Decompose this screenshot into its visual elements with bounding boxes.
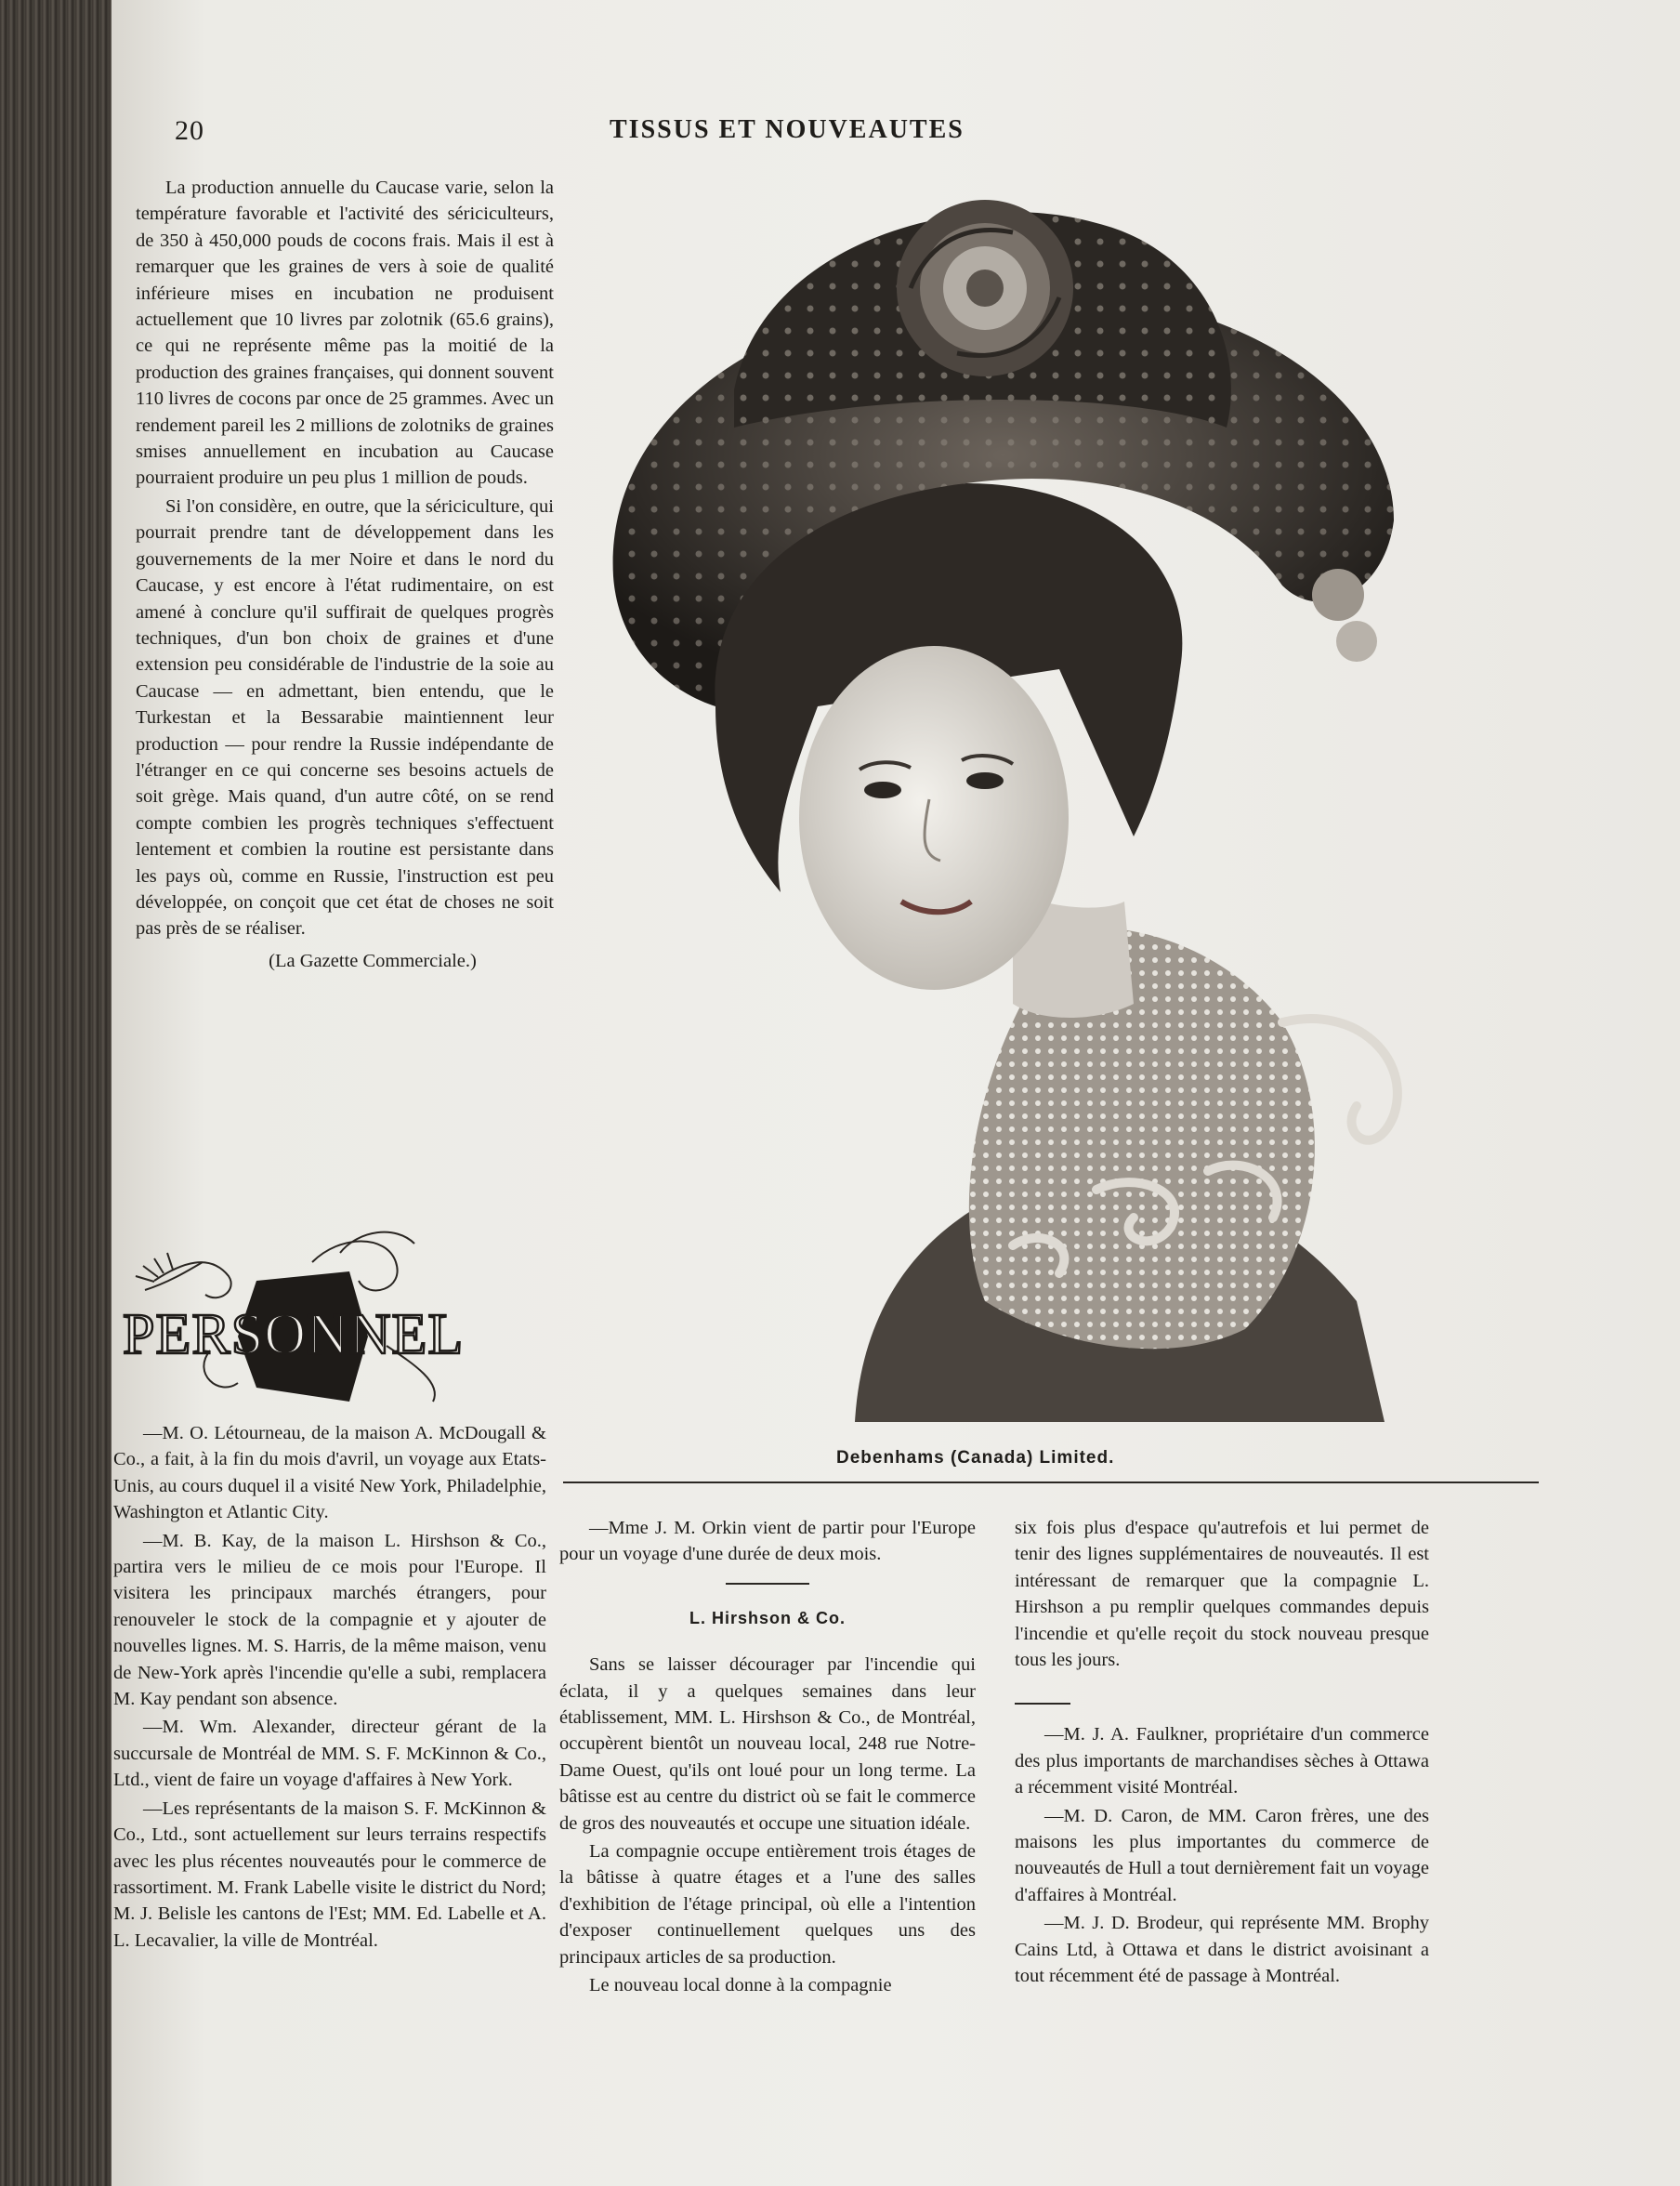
article-paragraph: La production annuelle du Caucase varie, selon la température favorable et l'activité des sériciculteurs, de 350 à 450,000 pouds de cocons frais. Mais il est à remarquer que les graines de vers à soie de qualité inférieure mises en incubation ne produisent actuellement que 10 livres par zolotnik (65.6 grains), ce qui ne représente même pas la moitié de la production des graines françaises, qui donnent souvent 110 livres de cocons par once de 25 grammes. Avec un rendement pareil les 2 millions de zolotniks de graines smises annuellement en incubation au Caucase pourraient produire un peu plus 1 million de pouds.: [136, 178, 554, 489]
section-divider: [726, 1583, 809, 1585]
section-heading: L. Hirshson & Co.: [689, 1608, 846, 1627]
news-item: —M. J. D. Brodeur, qui représente MM. Brophy Cains Ltd, à Ottawa et dans le district avoisinant a tout récemment été de passage à Montréal.: [1015, 1913, 1429, 1987]
personnel-banner-ornament: [117, 1225, 479, 1411]
article-source: (La Gazette Commerciale.): [269, 950, 477, 971]
article-paragraph: Si l'on considère, en outre, que la sériciculture, qui pourrait prendre tant de développement dans les gouvernements de la mer Noire et dans le nord du Caucase, y est encore à l'état rudimentaire, on est amené à conclure qu'il suffirait de quelques progrès techniques, d'un bon choix de graines et d'une extension peu considérable de l'industrie de la soie au Caucase — en admettant, bien entendu, que le Turkestan et la Bessarabie maintiennent leur production — pour rendre la Russie indépendante de l'étranger en ce qui concerne ses besoins actuels de soit grège. Mais quand, d'un autre côté, on se rend compte combien les progrès techniques s'effectuent lentement et combien la routine est persistante dans les pays où, comme en Russie, l'instruction est peu développée, on conçoit que cet état de choses ne soit pas près de se réaliser.: [136, 495, 554, 940]
article-paragraph: Sans se laisser décourager par l'incendie qui éclata, il y a quelques semaines dans leur établissement, MM. L. Hirshson & Co., de Montréal, occupèrent bientôt un nouveau local, 248 rue Notre-Dame Ouest, qu'ils ont loué pour un long terme. La bâtisse est au centre du district où se fait le commerce de gros des nouveautés et occupe une situation idéale.: [559, 1654, 976, 1834]
woman-with-hat-illustration: [576, 186, 1468, 1422]
news-column-right: [1015, 1515, 1429, 1992]
news-item: —M. D. Caron, de MM. Caron frères, une des maisons les plus importantes du commerce de nouveautés de Hull a tout dernièrement fait un voyage d'affaires à Montréal.: [1015, 1805, 1429, 1905]
personnel-item: —Les représentants de la maison S. F. McKinnon & Co., Ltd., sont actuellement sur leurs terrains respectifs avec les plus récentes nouveautés pour le commerce de rassortiment. M. Frank Labelle visite le district du Nord; M. J. Belisle les cantons de l'Est; MM. Ed. Labelle et A. L. Lecavalier, la ville de Montréal.: [113, 1798, 546, 1951]
page-number: 20: [175, 115, 204, 146]
svg-text:PERSONNEL: PERSONNEL: [123, 1303, 465, 1366]
personnel-column: [113, 1420, 546, 1956]
article-paragraph: La compagnie occupe entièrement trois étages de la bâtisse à quatre étages et a l'une des salles d'exhibition de l'étage principal, où elle a l'intention d'exposer continuellement quelques uns des principaux articles de sa production.: [559, 1841, 976, 1968]
personnel-item: —M. B. Kay, de la maison L. Hirshson & Co., partira vers le milieu de ce mois pour l'Europe. Il visitera les principaux marchés étrangers, pour renouveler le stock de la compagnie et y ajouter de nouvelles lignes. M. S. Harris, de la même maison, venu de New-York après l'incendie qu'elle a subi, remplacera M. Kay pendant son absence.: [113, 1530, 546, 1710]
news-item: —Mme J. M. Orkin vient de partir pour l'Europe pour un voyage d'une durée de deux mois.: [559, 1518, 976, 1565]
personnel-item: —M. O. Létourneau, de la maison A. McDougall & Co., a fait, à la fin du mois d'avril, un voyage aux Etats-Unis, au cours duquel il a visité New York, Philadelphie, Washington et Atlantic City.: [113, 1423, 546, 1523]
news-item: —M. J. A. Faulkner, propriétaire d'un commerce des plus importants de marchandises sèches à Ottawa a récemment visité Montréal.: [1015, 1724, 1429, 1798]
news-column-middle: [559, 1515, 976, 2001]
running-head-title: TISSUS ET NOUVEAUTES: [610, 115, 965, 144]
column-gap: [1015, 1675, 1429, 1703]
illustration-caption: Debenhams (Canada) Limited.: [836, 1448, 1115, 1468]
section-divider: [1015, 1703, 1070, 1705]
article-silk-caucasus: [136, 175, 554, 976]
article-paragraph: Le nouveau local donne à la compagnie: [589, 1975, 892, 1996]
magazine-page: [112, 0, 1680, 2186]
personnel-item: —M. Wm. Alexander, directeur gérant de la succursale de Montréal de MM. S. F. McKinnon & Co., Ltd., vient de faire un voyage d'affaires à New York.: [113, 1717, 546, 1791]
horizontal-rule: [563, 1481, 1539, 1483]
article-paragraph: six fois plus d'espace qu'autrefois et lui permet de tenir des lignes supplémentaires de nouveautés. Il est intéressant de remarquer que la compagnie L. Hirshson a pu remplir quelques commandes depuis l'incendie et qu'elle reçoit du stock nouveau presque tous les jours.: [1015, 1518, 1429, 1671]
